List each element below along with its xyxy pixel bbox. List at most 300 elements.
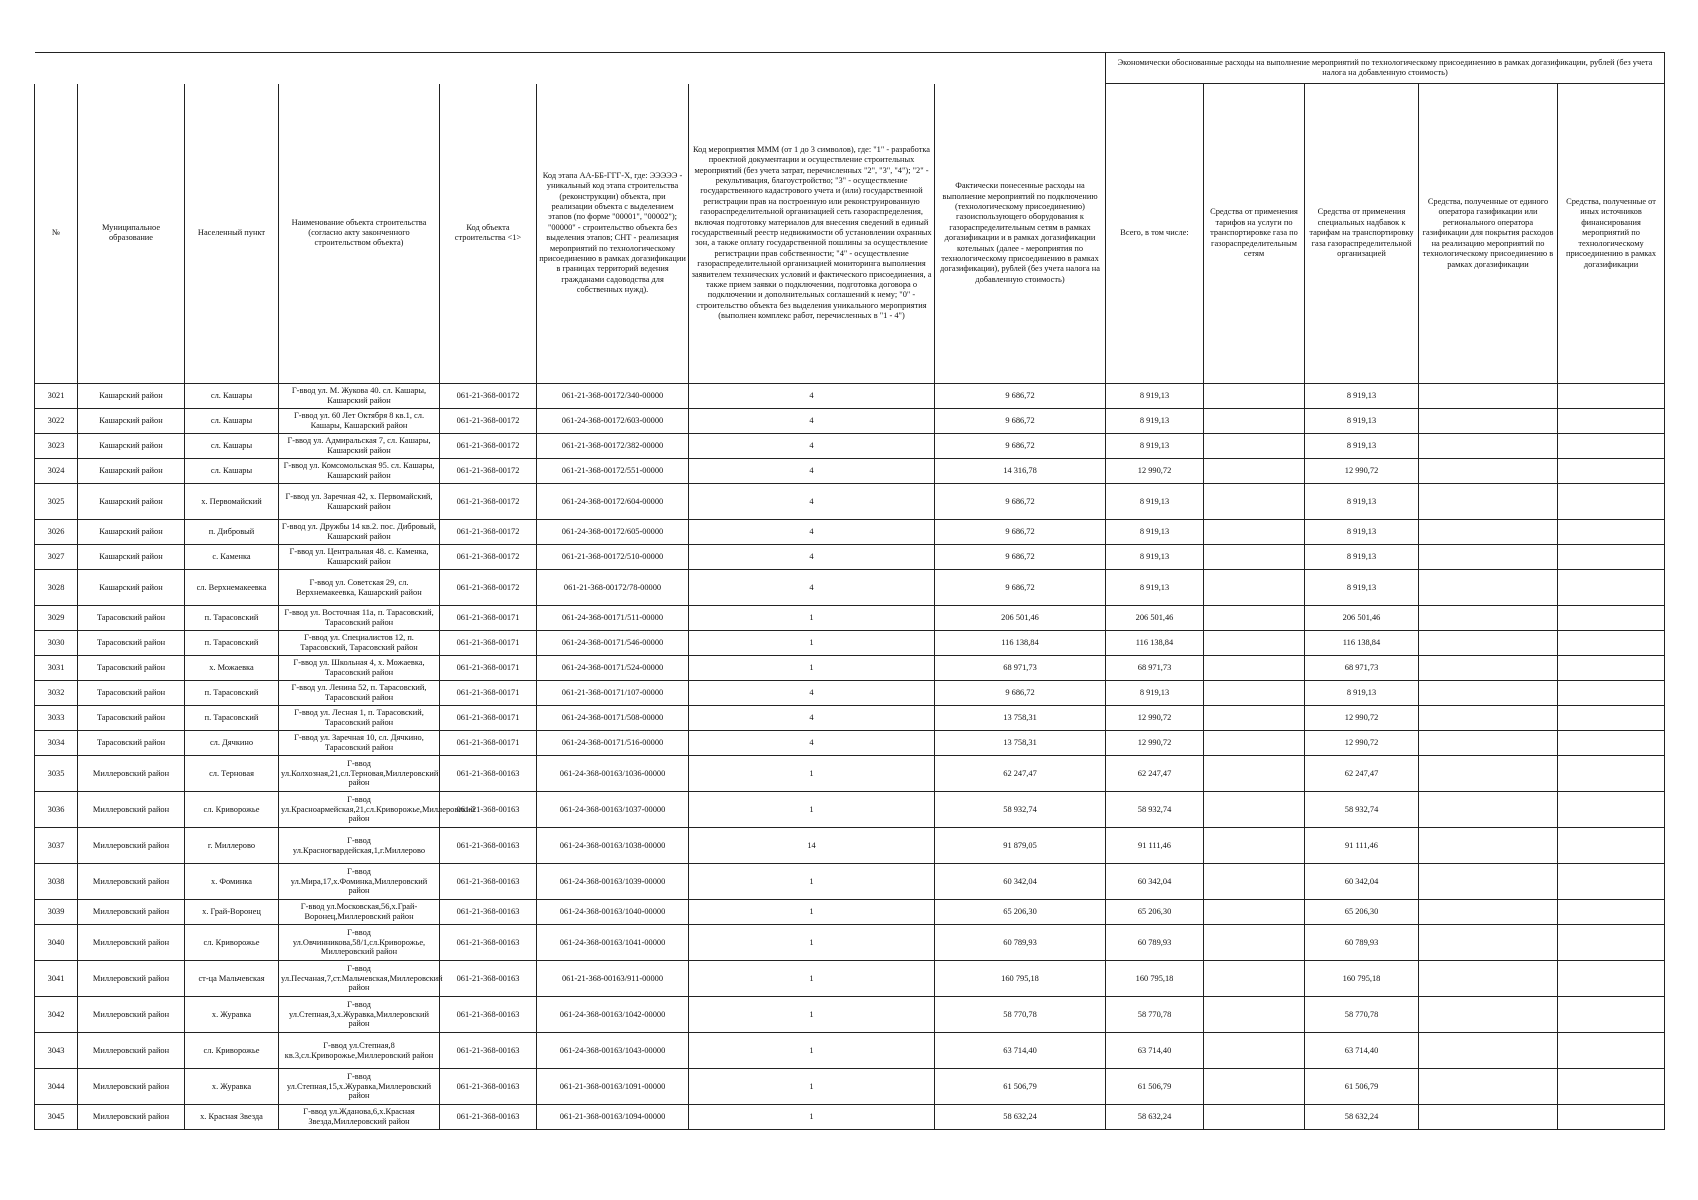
cell-object-name: Г-ввод ул. Советская 29, сл. Верхнемакеевка, Кашарский район <box>279 570 440 606</box>
cell-operator-funds <box>1419 997 1558 1033</box>
cell-municipality: Миллеровский район <box>78 864 185 900</box>
table-row <box>35 459 1665 484</box>
cell-total: 12 990,72 <box>1106 706 1204 731</box>
cell-object-code: 061-21-368-00163 <box>440 1033 537 1069</box>
cell-settlement: х. Журавка <box>185 1069 279 1105</box>
cell-object-code: 061-21-368-00163 <box>440 828 537 864</box>
cell-object-name: Г-ввод ул. Адмиральская 7, сл. Кашары, Кашарский район <box>279 434 440 459</box>
cell-stage-code: 061-24-368-00163/1043-00000 <box>537 1033 689 1069</box>
cell-other-sources <box>1558 997 1665 1033</box>
cell-activity-code: 1 <box>689 961 935 997</box>
cell-activity-code: 1 <box>689 900 935 925</box>
cell-operator-funds <box>1419 1033 1558 1069</box>
cell-settlement: сл. Кашары <box>185 459 279 484</box>
cell-stage-code: 061-24-368-00163/1038-00000 <box>537 828 689 864</box>
cell-object-code: 061-21-368-00163 <box>440 1069 537 1105</box>
cell-actual-costs: 116 138,84 <box>935 631 1106 656</box>
cell-num: 3042 <box>35 997 78 1033</box>
cell-object-name: Г-ввод ул.Красногвардейская,1,г.Миллерово <box>279 828 440 864</box>
table-row <box>35 545 1665 570</box>
cell-object-name: Г-ввод ул.Жданова,6,х.Красная Звезда,Миллеровский район <box>279 1105 440 1130</box>
cell-activity-code: 4 <box>689 545 935 570</box>
cell-operator-funds <box>1419 756 1558 792</box>
cell-object-name: Г-ввод ул.Колхозная,21,сл.Терновая,Миллеровский район <box>279 756 440 792</box>
cell-actual-costs: 9 686,72 <box>935 384 1106 409</box>
table-header <box>35 53 1665 384</box>
cell-object-code: 061-21-368-00171 <box>440 706 537 731</box>
cell-object-name: Г-ввод ул. Заречная 10, сл. Дячкино, Тарасовский район <box>279 731 440 756</box>
cell-actual-costs: 9 686,72 <box>935 545 1106 570</box>
cell-transport-tariffs <box>1204 606 1305 631</box>
cell-stage-code: 061-24-368-00163/1042-00000 <box>537 997 689 1033</box>
table-row <box>35 864 1665 900</box>
cell-actual-costs: 9 686,72 <box>935 520 1106 545</box>
cell-special-surcharges: 63 714,40 <box>1305 1033 1419 1069</box>
cell-special-surcharges: 91 111,46 <box>1305 828 1419 864</box>
cell-actual-costs: 68 971,73 <box>935 656 1106 681</box>
cell-object-code: 061-21-368-00163 <box>440 961 537 997</box>
cell-settlement: х. Красная Звезда <box>185 1105 279 1130</box>
cell-operator-funds <box>1419 484 1558 520</box>
cell-actual-costs: 58 770,78 <box>935 997 1106 1033</box>
cell-operator-funds <box>1419 520 1558 545</box>
cell-num: 3043 <box>35 1033 78 1069</box>
cell-municipality: Кашарский район <box>78 570 185 606</box>
cell-num: 3028 <box>35 570 78 606</box>
cell-operator-funds <box>1419 570 1558 606</box>
cell-operator-funds <box>1419 925 1558 961</box>
cell-object-name: Г-ввод ул.Степная,3,х.Журавка,Миллеровский район <box>279 997 440 1033</box>
cell-total: 58 770,78 <box>1106 997 1204 1033</box>
cell-object-name: Г-ввод ул. Лесная 1, п. Тарасовский, Тарасовский район <box>279 706 440 731</box>
header-spacer <box>279 53 440 84</box>
cell-num: 3026 <box>35 520 78 545</box>
cell-municipality: Кашарский район <box>78 434 185 459</box>
cell-total: 8 919,13 <box>1106 570 1204 606</box>
cell-activity-code: 1 <box>689 631 935 656</box>
cell-actual-costs: 13 758,31 <box>935 731 1106 756</box>
header-spacer <box>78 53 185 84</box>
cell-object-code: 061-21-368-00163 <box>440 864 537 900</box>
cell-object-name: Г-ввод ул. Комсомольская 95. сл. Кашары, Кашарский район <box>279 459 440 484</box>
cell-object-name: Г-ввод ул. Дружбы 14 кв.2. пос. Дибровый, Кашарский район <box>279 520 440 545</box>
cell-settlement: сл. Криворожье <box>185 792 279 828</box>
cell-num: 3045 <box>35 1105 78 1130</box>
cell-operator-funds <box>1419 792 1558 828</box>
cell-municipality: Кашарский район <box>78 545 185 570</box>
cell-transport-tariffs <box>1204 925 1305 961</box>
cell-total: 116 138,84 <box>1106 631 1204 656</box>
cell-actual-costs: 65 206,30 <box>935 900 1106 925</box>
cell-total: 12 990,72 <box>1106 731 1204 756</box>
cell-settlement: х. Журавка <box>185 997 279 1033</box>
cell-operator-funds <box>1419 606 1558 631</box>
cell-num: 3040 <box>35 925 78 961</box>
cell-activity-code: 1 <box>689 1105 935 1130</box>
cell-object-name: Г-ввод ул. Заречная 42, х. Первомайский, Кашарский район <box>279 484 440 520</box>
cell-transport-tariffs <box>1204 900 1305 925</box>
cell-total: 8 919,13 <box>1106 484 1204 520</box>
cell-object-code: 061-21-368-00163 <box>440 925 537 961</box>
cell-transport-tariffs <box>1204 864 1305 900</box>
cell-object-code: 061-21-368-00172 <box>440 459 537 484</box>
cell-operator-funds <box>1419 828 1558 864</box>
cell-transport-tariffs <box>1204 409 1305 434</box>
cell-operator-funds <box>1419 545 1558 570</box>
cell-settlement: ст-ца Мальчевская <box>185 961 279 997</box>
cell-object-code: 061-21-368-00163 <box>440 900 537 925</box>
cell-activity-code: 4 <box>689 459 935 484</box>
cell-total: 160 795,18 <box>1106 961 1204 997</box>
cell-activity-code: 1 <box>689 756 935 792</box>
table-row <box>35 756 1665 792</box>
cell-municipality: Тарасовский район <box>78 706 185 731</box>
cell-actual-costs: 91 879,05 <box>935 828 1106 864</box>
table-row <box>35 484 1665 520</box>
cell-activity-code: 1 <box>689 1033 935 1069</box>
cell-municipality: Тарасовский район <box>78 681 185 706</box>
cell-special-surcharges: 62 247,47 <box>1305 756 1419 792</box>
cell-total: 8 919,13 <box>1106 520 1204 545</box>
cell-operator-funds <box>1419 384 1558 409</box>
cell-actual-costs: 9 686,72 <box>935 570 1106 606</box>
cell-num: 3031 <box>35 656 78 681</box>
header-num: № <box>35 84 78 384</box>
cell-activity-code: 4 <box>689 731 935 756</box>
cell-transport-tariffs <box>1204 1033 1305 1069</box>
table-row <box>35 925 1665 961</box>
cell-special-surcharges: 206 501,46 <box>1305 606 1419 631</box>
cell-actual-costs: 62 247,47 <box>935 756 1106 792</box>
cell-special-surcharges: 8 919,13 <box>1305 570 1419 606</box>
cell-num: 3038 <box>35 864 78 900</box>
cell-operator-funds <box>1419 656 1558 681</box>
table-row <box>35 409 1665 434</box>
cell-other-sources <box>1558 384 1665 409</box>
cell-transport-tariffs <box>1204 792 1305 828</box>
cell-municipality: Кашарский район <box>78 520 185 545</box>
cell-num: 3044 <box>35 1069 78 1105</box>
cell-object-name: Г-ввод ул. Школьная 4, х. Можаевка, Тарасовский район <box>279 656 440 681</box>
cell-total: 63 714,40 <box>1106 1033 1204 1069</box>
cell-transport-tariffs <box>1204 1105 1305 1130</box>
cell-actual-costs: 160 795,18 <box>935 961 1106 997</box>
cell-stage-code: 061-21-368-00171/107-00000 <box>537 681 689 706</box>
cell-stage-code: 061-24-368-00172/605-00000 <box>537 520 689 545</box>
cell-stage-code: 061-21-368-00163/1094-00000 <box>537 1105 689 1130</box>
cell-municipality: Миллеровский район <box>78 961 185 997</box>
cell-stage-code: 061-24-368-00171/516-00000 <box>537 731 689 756</box>
cell-other-sources <box>1558 545 1665 570</box>
header-actual-costs: Фактически понесенные расходы на выполнение мероприятий по подключению (технологическому присоединению) газоиспользующего оборудования к газораспределительным сетям в рамках догазификации и в рамках догазификации котельных (далее - мероприятия по технологическому присоединению в рамках догазификации), рублей (без учета налога на добавленную стоимость) <box>935 84 1106 384</box>
cell-special-surcharges: 8 919,13 <box>1305 409 1419 434</box>
cell-num: 3030 <box>35 631 78 656</box>
cell-object-name: Г-ввод ул. Ленина 52, п. Тарасовский, Тарасовский район <box>279 681 440 706</box>
cell-other-sources <box>1558 520 1665 545</box>
table-row <box>35 606 1665 631</box>
cell-stage-code: 061-24-368-00172/603-00000 <box>537 409 689 434</box>
header-spacer <box>185 53 279 84</box>
cell-activity-code: 4 <box>689 409 935 434</box>
cell-total: 206 501,46 <box>1106 606 1204 631</box>
cell-total: 68 971,73 <box>1106 656 1204 681</box>
cell-municipality: Миллеровский район <box>78 828 185 864</box>
cell-operator-funds <box>1419 631 1558 656</box>
table-row <box>35 1069 1665 1105</box>
cell-other-sources <box>1558 961 1665 997</box>
cell-municipality: Кашарский район <box>78 484 185 520</box>
cell-object-code: 061-21-368-00171 <box>440 731 537 756</box>
cell-stage-code: 061-21-368-00172/340-00000 <box>537 384 689 409</box>
cell-operator-funds <box>1419 900 1558 925</box>
table-row <box>35 656 1665 681</box>
cell-other-sources <box>1558 792 1665 828</box>
cell-stage-code: 061-24-368-00163/1041-00000 <box>537 925 689 961</box>
table-row <box>35 731 1665 756</box>
cell-stage-code: 061-24-368-00163/1037-00000 <box>537 792 689 828</box>
cell-activity-code: 4 <box>689 706 935 731</box>
cell-municipality: Тарасовский район <box>78 731 185 756</box>
cell-actual-costs: 206 501,46 <box>935 606 1106 631</box>
cell-settlement: х. Фоминка <box>185 864 279 900</box>
cell-transport-tariffs <box>1204 545 1305 570</box>
cell-transport-tariffs <box>1204 656 1305 681</box>
cell-other-sources <box>1558 706 1665 731</box>
cell-transport-tariffs <box>1204 828 1305 864</box>
cell-stage-code: 061-24-368-00171/524-00000 <box>537 656 689 681</box>
cell-activity-code: 4 <box>689 434 935 459</box>
cell-num: 3023 <box>35 434 78 459</box>
cell-settlement: п. Тарасовский <box>185 631 279 656</box>
cell-total: 60 342,04 <box>1106 864 1204 900</box>
cell-object-code: 061-21-368-00172 <box>440 545 537 570</box>
cell-object-code: 061-21-368-00163 <box>440 1105 537 1130</box>
cell-num: 3036 <box>35 792 78 828</box>
cell-settlement: сл. Дячкино <box>185 731 279 756</box>
cell-num: 3029 <box>35 606 78 631</box>
cell-special-surcharges: 60 789,93 <box>1305 925 1419 961</box>
cell-actual-costs: 60 789,93 <box>935 925 1106 961</box>
cell-num: 3025 <box>35 484 78 520</box>
cell-object-code: 061-21-368-00172 <box>440 570 537 606</box>
cell-stage-code: 061-21-368-00163/1091-00000 <box>537 1069 689 1105</box>
cell-municipality: Миллеровский район <box>78 1105 185 1130</box>
cell-stage-code: 061-21-368-00172/510-00000 <box>537 545 689 570</box>
cell-municipality: Миллеровский район <box>78 997 185 1033</box>
cell-stage-code: 061-21-368-00163/911-00000 <box>537 961 689 997</box>
cell-object-code: 061-21-368-00163 <box>440 997 537 1033</box>
cell-activity-code: 1 <box>689 656 935 681</box>
cell-operator-funds <box>1419 1105 1558 1130</box>
cell-activity-code: 4 <box>689 484 935 520</box>
cell-operator-funds <box>1419 706 1558 731</box>
cell-object-code: 061-21-368-00171 <box>440 606 537 631</box>
cell-total: 58 932,74 <box>1106 792 1204 828</box>
cell-activity-code: 14 <box>689 828 935 864</box>
header-special-surcharges: Средства от применения специальных надбавок к тарифам на транспортировку газа газораспределительной организацией <box>1305 84 1419 384</box>
cell-municipality: Миллеровский район <box>78 756 185 792</box>
header-spacer <box>935 53 1106 84</box>
cell-settlement: сл. Терновая <box>185 756 279 792</box>
cell-transport-tariffs <box>1204 1069 1305 1105</box>
cell-num: 3034 <box>35 731 78 756</box>
cell-settlement: сл. Кашары <box>185 384 279 409</box>
cell-other-sources <box>1558 1033 1665 1069</box>
cell-special-surcharges: 160 795,18 <box>1305 961 1419 997</box>
cell-municipality: Миллеровский район <box>78 1033 185 1069</box>
cell-actual-costs: 9 686,72 <box>935 409 1106 434</box>
cell-actual-costs: 58 932,74 <box>935 792 1106 828</box>
cell-stage-code: 061-24-368-00163/1040-00000 <box>537 900 689 925</box>
cell-special-surcharges: 8 919,13 <box>1305 545 1419 570</box>
cell-special-surcharges: 12 990,72 <box>1305 731 1419 756</box>
cell-other-sources <box>1558 828 1665 864</box>
cell-object-code: 061-21-368-00172 <box>440 409 537 434</box>
header-object-name: Наименование объекта строительства (согласно акту законченного строительством объекта) <box>279 84 440 384</box>
cell-object-name: Г-ввод ул.Степная,8 кв.3,сл.Криворожье,Миллеровский район <box>279 1033 440 1069</box>
cell-stage-code: 061-24-368-00171/546-00000 <box>537 631 689 656</box>
cell-other-sources <box>1558 756 1665 792</box>
cell-num: 3022 <box>35 409 78 434</box>
cell-special-surcharges: 12 990,72 <box>1305 459 1419 484</box>
cell-object-code: 061-21-368-00163 <box>440 756 537 792</box>
cell-total: 8 919,13 <box>1106 434 1204 459</box>
header-spacer <box>689 53 935 84</box>
cell-object-code: 061-21-368-00171 <box>440 656 537 681</box>
cell-object-name: Г-ввод ул.Степная,15,х.Журавка,Миллеровский район <box>279 1069 440 1105</box>
cell-transport-tariffs <box>1204 631 1305 656</box>
cell-special-surcharges: 60 342,04 <box>1305 864 1419 900</box>
cell-other-sources <box>1558 631 1665 656</box>
cell-other-sources <box>1558 409 1665 434</box>
cell-transport-tariffs <box>1204 731 1305 756</box>
cell-operator-funds <box>1419 681 1558 706</box>
cell-object-code: 061-21-368-00172 <box>440 520 537 545</box>
cell-total: 62 247,47 <box>1106 756 1204 792</box>
cell-special-surcharges: 8 919,13 <box>1305 384 1419 409</box>
cell-object-name: Г-ввод ул. Специалистов 12, п. Тарасовский, Тарасовский район <box>279 631 440 656</box>
cell-num: 3037 <box>35 828 78 864</box>
cell-transport-tariffs <box>1204 570 1305 606</box>
cell-object-name: Г-ввод ул.Мира,17,х.Фоминка,Миллеровский район <box>279 864 440 900</box>
cell-other-sources <box>1558 1069 1665 1105</box>
cell-object-name: Г-ввод ул. Центральная 48. с. Каменка, Кашарский район <box>279 545 440 570</box>
cell-activity-code: 4 <box>689 570 935 606</box>
cell-num: 3039 <box>35 900 78 925</box>
cell-settlement: п. Тарасовский <box>185 681 279 706</box>
table-row <box>35 570 1665 606</box>
table-row <box>35 900 1665 925</box>
cell-num: 3021 <box>35 384 78 409</box>
cell-stage-code: 061-24-368-00171/511-00000 <box>537 606 689 631</box>
cell-operator-funds <box>1419 434 1558 459</box>
cell-operator-funds <box>1419 864 1558 900</box>
cell-other-sources <box>1558 1105 1665 1130</box>
cell-transport-tariffs <box>1204 459 1305 484</box>
cell-special-surcharges: 68 971,73 <box>1305 656 1419 681</box>
header-transport-tariffs: Средства от применения тарифов на услуги по транспортировке газа по газораспределительным сетям <box>1204 84 1305 384</box>
cell-settlement: сл. Криворожье <box>185 1033 279 1069</box>
cell-object-name: Г-ввод ул.Песчаная,7,ст.Мальчевская,Миллеровский район <box>279 961 440 997</box>
cell-object-name: Г-ввод ул.Красноармейская,21,сл.Криворожье,Миллеровский район <box>279 792 440 828</box>
header-other-sources: Средства, полученные от иных источников финансирования мероприятий по технологическому присоединению в рамках догазификации <box>1558 84 1665 384</box>
cell-num: 3027 <box>35 545 78 570</box>
table-row <box>35 1033 1665 1069</box>
cell-activity-code: 4 <box>689 520 935 545</box>
cell-activity-code: 1 <box>689 1069 935 1105</box>
table-row <box>35 520 1665 545</box>
table-row <box>35 434 1665 459</box>
cell-settlement: п. Дибровый <box>185 520 279 545</box>
cell-object-code: 061-21-368-00172 <box>440 484 537 520</box>
cell-other-sources <box>1558 459 1665 484</box>
cell-special-surcharges: 8 919,13 <box>1305 681 1419 706</box>
cell-actual-costs: 9 686,72 <box>935 681 1106 706</box>
cell-municipality: Кашарский район <box>78 384 185 409</box>
cell-other-sources <box>1558 656 1665 681</box>
header-spacer <box>440 53 537 84</box>
cell-stage-code: 061-24-368-00163/1036-00000 <box>537 756 689 792</box>
header-total: Всего, в том числе: <box>1106 84 1204 384</box>
cell-object-name: Г-ввод ул.Овчинникова,58/1,сл.Криворожье, Миллеровский район <box>279 925 440 961</box>
header-stage-code: Код этапа АА-ББ-ГГГ-Х, где: ЭЭЭЭЭ - уникальный код этапа строительства (реконструкции) объекта, при реализации объекта с выделением этапов (по форме "00001", "00002"); "00000" - строительство объекта без выделения этапов; СНТ - реализация мероприятий по технологическому присоединению в рамках догазификации в границах территорий ведения гражданами садоводства для собственных нужд). <box>537 84 689 384</box>
cell-stage-code: 061-21-368-00172/382-00000 <box>537 434 689 459</box>
cell-special-surcharges: 65 206,30 <box>1305 900 1419 925</box>
cell-municipality: Миллеровский район <box>78 900 185 925</box>
table-row <box>35 961 1665 997</box>
cell-operator-funds <box>1419 731 1558 756</box>
cell-transport-tariffs <box>1204 484 1305 520</box>
cell-settlement: сл. Криворожье <box>185 925 279 961</box>
cell-municipality: Тарасовский район <box>78 656 185 681</box>
cell-other-sources <box>1558 864 1665 900</box>
cost-table <box>34 52 1665 1130</box>
header-activity-code: Код мероприятия МММ (от 1 до 3 символов), где: "1" - разработка проектной документации и осуществление строительных мероприятий (без учета затрат, перечисленных "2", "3", "4"); "2" - рекультивация, благоустройство; "3" - осуществление государственного кадастрового учета и (или) государственной регистрации прав на построенную или реконструированную газораспределительной организацией сеть газораспределения, включая подготовку материалов для внесения сведений в единый государственный реестр недвижимости об установлении охранных зон, а также оплату государственной пошлины за осуществление регистрации прав собственности; "4" - осуществление газораспределительной организацией мониторинга выполнения заявителем технических условий и фактического присоединения, а также прием заявки о подключении, подготовка договора о подключении и дополнительных соглашений к нему; "0" - строительство объекта без выделения уникального мероприятия (выполнен комплекс работ, перечисленных в "1 - 4") <box>689 84 935 384</box>
cell-settlement: п. Тарасовский <box>185 706 279 731</box>
cell-settlement: с. Каменка <box>185 545 279 570</box>
cell-actual-costs: 14 316,78 <box>935 459 1106 484</box>
cell-actual-costs: 63 714,40 <box>935 1033 1106 1069</box>
cell-operator-funds <box>1419 409 1558 434</box>
cell-settlement: х. Можаевка <box>185 656 279 681</box>
cell-other-sources <box>1558 731 1665 756</box>
cell-municipality: Кашарский район <box>78 459 185 484</box>
cell-other-sources <box>1558 606 1665 631</box>
header-object-code: Код объекта строительства <1> <box>440 84 537 384</box>
cell-total: 65 206,30 <box>1106 900 1204 925</box>
header-operator-funds: Средства, полученные от единого оператора газификации или регионального оператора газификации для покрытия расходов на реализацию мероприятий по технологическому присоединению в рамках догазификации <box>1419 84 1558 384</box>
cell-actual-costs: 9 686,72 <box>935 434 1106 459</box>
cell-operator-funds <box>1419 459 1558 484</box>
cell-stage-code: 061-24-368-00163/1039-00000 <box>537 864 689 900</box>
cell-activity-code: 1 <box>689 792 935 828</box>
cell-special-surcharges: 116 138,84 <box>1305 631 1419 656</box>
cell-total: 58 632,24 <box>1106 1105 1204 1130</box>
table-row <box>35 384 1665 409</box>
cell-special-surcharges: 8 919,13 <box>1305 484 1419 520</box>
cell-stage-code: 061-21-368-00172/78-00000 <box>537 570 689 606</box>
cell-actual-costs: 61 506,79 <box>935 1069 1106 1105</box>
header-municipality: Муниципальное образование <box>78 84 185 384</box>
table-row <box>35 706 1665 731</box>
cell-settlement: х. Грай-Воронец <box>185 900 279 925</box>
cell-num: 3041 <box>35 961 78 997</box>
cell-settlement: сл. Кашары <box>185 409 279 434</box>
table-row <box>35 631 1665 656</box>
cell-total: 8 919,13 <box>1106 681 1204 706</box>
cell-object-name: Г-ввод ул.Московская,56,х.Грай-Воронец,Миллеровский район <box>279 900 440 925</box>
cell-transport-tariffs <box>1204 756 1305 792</box>
